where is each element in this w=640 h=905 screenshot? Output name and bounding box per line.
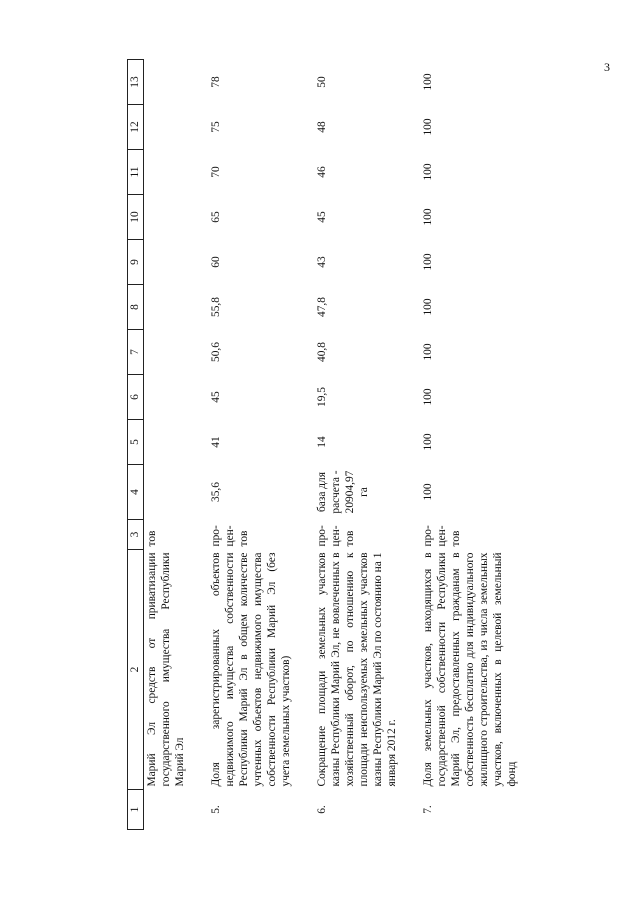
- value-cell: 41: [210, 436, 222, 448]
- value-cell: [144, 330, 189, 375]
- unit-cell: тов: [146, 530, 158, 547]
- unit-cell: про-цен-тов: [422, 525, 462, 547]
- header-cell: 1: [128, 790, 144, 830]
- value-cell: 48: [316, 121, 328, 133]
- row-number: [144, 790, 189, 830]
- table-row: [144, 60, 189, 830]
- value-cell: [144, 420, 189, 465]
- indicator-name: Сокращение площади земельных участков казны Республики Марий Эл, не вовлеченных в хозяйственный оборот, по отношению к площади неиспользуемых земельных участков казны Республики Марий Эл по состоянию на 1 января 2012 г.: [316, 552, 398, 787]
- value-cell: 100: [422, 483, 434, 501]
- value-cell: база для расчета - 20904,97 га: [316, 470, 370, 514]
- value-cell: [144, 240, 189, 285]
- header-cell: 12: [128, 105, 144, 150]
- value-cell: 35,6: [210, 482, 222, 502]
- value-cell: 100: [422, 433, 434, 451]
- table-row: [420, 60, 520, 830]
- indicator-name: Доля зарегистрированных объектов недвижимого имущества собственности Республики Марий Эл в общем количестве учтенных объектов недвижимого имущества собственности Республики Марий Эл (без учета земельных участков): [210, 552, 292, 787]
- header-cell: 3: [128, 520, 144, 550]
- value-cell: [144, 105, 189, 150]
- value-cell: 75: [210, 121, 222, 133]
- value-cell: 100: [422, 208, 434, 226]
- value-cell: 100: [422, 163, 434, 181]
- indicators-table: [127, 59, 520, 830]
- value-cell: 14: [316, 436, 328, 448]
- value-cell: 78: [210, 76, 222, 88]
- value-cell: 55,8: [210, 297, 222, 317]
- header-cell: 2: [128, 550, 144, 790]
- header-row: [128, 60, 144, 830]
- value-cell: 100: [422, 298, 434, 316]
- unit-cell: про-цен-тов: [210, 525, 250, 547]
- value-cell: 100: [422, 73, 434, 91]
- row-number: 5.: [210, 805, 222, 814]
- value-cell: 19,5: [316, 387, 328, 407]
- value-cell: 50: [316, 76, 328, 88]
- header-cell: 4: [128, 465, 144, 520]
- header-cell: 13: [128, 60, 144, 105]
- value-cell: [144, 375, 189, 420]
- value-cell: 70: [210, 166, 222, 178]
- indicator-name: Доля земельных участков, находящихся в государственной собственности Республики Марий Эл, предоставленных гражданам в собственность бесплатно для индивидуального жилищного строительства, из числа земельных участков, включенных в целевой земельный фонд: [422, 552, 518, 787]
- header-cell: 11: [128, 150, 144, 195]
- value-cell: [144, 285, 189, 330]
- table-row: [314, 60, 400, 830]
- page-number: 3: [604, 60, 610, 74]
- value-cell: 60: [210, 256, 222, 268]
- header-cell: 10: [128, 195, 144, 240]
- header-cell: 5: [128, 420, 144, 465]
- indicator-name: Марий Эл средств от приватизации государственного имущества Республики Марий Эл: [146, 552, 186, 787]
- value-cell: 65: [210, 211, 222, 223]
- value-cell: 100: [422, 253, 434, 271]
- value-cell: 100: [422, 388, 434, 406]
- value-cell: 100: [422, 118, 434, 136]
- row-number: 6.: [316, 805, 328, 814]
- rotated-table-area: [127, 60, 640, 830]
- value-cell: 46: [316, 166, 328, 178]
- header-cell: 8: [128, 285, 144, 330]
- row-number: 7.: [422, 805, 434, 814]
- value-cell: 47,8: [316, 297, 328, 317]
- value-cell: [144, 195, 189, 240]
- value-cell: 43: [316, 256, 328, 268]
- value-cell: [144, 150, 189, 195]
- value-cell: 100: [422, 343, 434, 361]
- header-cell: 6: [128, 375, 144, 420]
- value-cell: [144, 60, 189, 105]
- value-cell: 50,6: [210, 342, 222, 362]
- value-cell: 40,8: [316, 342, 328, 362]
- table-row: [208, 60, 294, 830]
- value-cell: [144, 465, 189, 520]
- value-cell: 45: [316, 211, 328, 223]
- value-cell: 45: [210, 391, 222, 403]
- unit-cell: про-цен-тов: [316, 525, 356, 547]
- header-cell: 9: [128, 240, 144, 285]
- header-cell: 7: [128, 330, 144, 375]
